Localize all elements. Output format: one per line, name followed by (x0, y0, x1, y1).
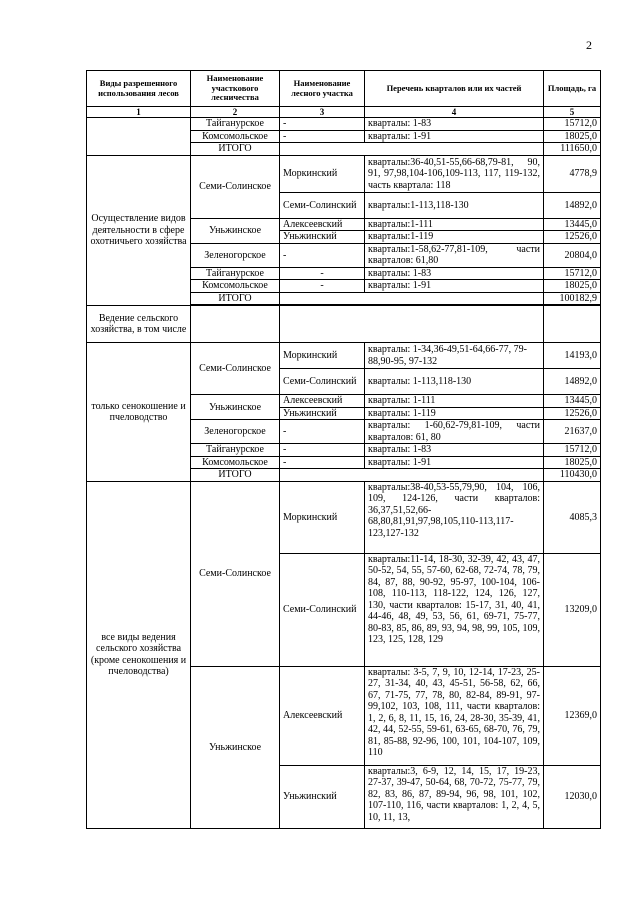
header-land-use-type: Виды разрешенного использования лесов (87, 71, 191, 107)
total-label: ИТОГО (191, 143, 280, 156)
table-row (87, 306, 601, 343)
area-cell: 13209,0 (544, 553, 601, 666)
area-cell: 14892,0 (544, 192, 601, 218)
table-header-row (87, 71, 601, 107)
quarters-cell: кварталы:36-40,51-55,66-68,79-81, 90, 91, 97,98,104-106,109-113, 117, 119-132, часть квартала: 118 (365, 155, 544, 192)
land-use-cell: Ведение сельского хозяйства, в том числе (87, 306, 191, 343)
total-area: 110430,0 (544, 469, 601, 482)
total-empty (280, 143, 544, 156)
area-cell: 20804,0 (544, 243, 601, 267)
plot-cell: Моркинский (280, 481, 365, 553)
quarters-cell: кварталы: 3-5, 7, 9, 10, 12-14, 17-23, 25-27, 31-34, 40, 43, 45-51, 56-58, 62, 66, 67, 71-75, 77, 78, 80, 82-84, 89-91, 97-99,102, 103, 108, 111, части кварталов: 1, 2, 6, 8, 11, 15, 16, 24, 28-30, 35-39, 41, 42, 44, 52-55, 59-61, 63-65, 68-70, 76, 79, 81, 85-88, 92-96, 100, 101, 104-107, 109, 110 (365, 666, 544, 765)
area-cell (544, 306, 601, 343)
total-label: ИТОГО (191, 469, 280, 482)
quarters-cell: кварталы: 1-91 (365, 456, 544, 469)
area-cell: 15712,0 (544, 444, 601, 457)
quarters-cell: кварталы: 1-111 (365, 395, 544, 408)
plot-cell: - (280, 267, 365, 280)
column-numbers-row (87, 107, 601, 118)
table-row (87, 481, 601, 553)
area-cell: 13445,0 (544, 218, 601, 231)
quarters-cell: кварталы:38-40,53-55,79,90, 104, 106, 109, 124-126, части кварталов: 36,37,51,52,66-68,80,81,91,97,98,105,110-113,117-123,127-132 (365, 481, 544, 553)
quarters-cell: кварталы: 1-91 (365, 280, 544, 293)
plot-cell: - (280, 243, 365, 267)
land-use-cell: только сенокошение и пчеловодство (87, 343, 191, 482)
area-cell: 18025,0 (544, 456, 601, 469)
district-cell: Зеленогорское (191, 243, 280, 267)
district-cell: Семи-Солинское (191, 155, 280, 218)
plot-cell: - (280, 130, 365, 143)
quarters-cell: кварталы:1-113,118-130 (365, 192, 544, 218)
column-number: 4 (365, 107, 544, 118)
header-quarters-list: Перечень кварталов или их частей (365, 71, 544, 107)
plot-cell: Алексеевский (280, 395, 365, 408)
header-area: Площадь, га (544, 71, 601, 107)
column-number: 1 (87, 107, 191, 118)
table-row (87, 155, 601, 192)
total-empty (280, 469, 544, 482)
quarters-cell: кварталы: 1-34,36-49,51-64,66-77, 79-88,90-95, 97-132 (365, 343, 544, 369)
area-cell: 14892,0 (544, 369, 601, 395)
plot-cell: Уньжинский (280, 765, 365, 828)
plot-cell: Моркинский (280, 343, 365, 369)
quarters-cell: кварталы: 1-83 (365, 118, 544, 131)
area-cell: 4085,3 (544, 481, 601, 553)
header-district-forestry: Наименование участкового лесничества (191, 71, 280, 107)
quarters-cell: кварталы: 1-83 (365, 267, 544, 280)
quarters-cell: кварталы: 1-119 (365, 407, 544, 420)
district-cell: Тайганурское (191, 267, 280, 280)
area-cell: 15712,0 (544, 118, 601, 131)
district-cell: Тайганурское (191, 118, 280, 131)
district-cell: Уньжинское (191, 666, 280, 828)
land-use-cell: Осуществление видов деятельности в сфере охотничьего хозяйства (87, 155, 191, 306)
district-cell: Уньжинское (191, 218, 280, 243)
total-area: 111650,0 (544, 143, 601, 156)
quarters-cell: кварталы: 1-60,62-79,81-109, части кварталов: 61, 80 (365, 420, 544, 444)
district-cell: Семи-Солинское (191, 343, 280, 395)
column-number: 5 (544, 107, 601, 118)
area-cell: 15712,0 (544, 267, 601, 280)
plot-cell: Семи-Солинский (280, 553, 365, 666)
district-cell: Комсомольское (191, 456, 280, 469)
district-cell (191, 306, 280, 343)
district-cell: Комсомольское (191, 130, 280, 143)
district-cell: Уньжинское (191, 395, 280, 420)
land-use-cell: все виды ведения сельского хозяйства (кроме сенокошения и пчеловодства) (87, 481, 191, 828)
area-cell: 12030,0 (544, 765, 601, 828)
plot-cell: Алексеевский (280, 218, 365, 231)
column-number: 3 (280, 107, 365, 118)
plot-cell: Моркинский (280, 155, 365, 192)
total-label: ИТОГО (191, 292, 280, 305)
plot-cell: Уньжинский (280, 231, 365, 244)
total-area: 100182,9 (544, 292, 601, 305)
table-row (87, 343, 601, 369)
quarters-cell (280, 306, 544, 343)
area-cell: 14193,0 (544, 343, 601, 369)
quarters-cell: кварталы: 1-83 (365, 444, 544, 457)
plot-cell: - (280, 280, 365, 293)
table-row (87, 118, 601, 131)
header-forest-plot: Наименование лесного участка (280, 71, 365, 107)
area-cell: 12526,0 (544, 231, 601, 244)
plot-cell: Семи-Солинский (280, 192, 365, 218)
plot-cell: - (280, 444, 365, 457)
quarters-cell: кварталы:1-111 (365, 218, 544, 231)
plot-cell: - (280, 420, 365, 444)
district-cell: Семи-Солинское (191, 481, 280, 666)
area-cell: 18025,0 (544, 280, 601, 293)
land-use-table (86, 70, 601, 829)
quarters-cell: кварталы:3, 6-9, 12, 14, 15, 17, 19-23, 27-37, 39-47, 50-64, 68, 70-72, 75-77, 79, 82, 83, 86, 87, 89-94, 96, 98, 101, 102, 107-110, 116, части кварталов: 1, 2, 4, 5, 10, 11, 13, (365, 765, 544, 828)
plot-cell: - (280, 456, 365, 469)
plot-cell: Семи-Солинский (280, 369, 365, 395)
area-cell: 18025,0 (544, 130, 601, 143)
quarters-cell: кварталы:1-119 (365, 231, 544, 244)
plot-cell: - (280, 118, 365, 131)
district-cell: Зеленогорское (191, 420, 280, 444)
district-cell: Комсомольское (191, 280, 280, 293)
area-cell: 12369,0 (544, 666, 601, 765)
quarters-cell: кварталы: 1-113,118-130 (365, 369, 544, 395)
plot-cell: Алексеевский (280, 666, 365, 765)
plot-cell: Уньжинский (280, 407, 365, 420)
area-cell: 21637,0 (544, 420, 601, 444)
quarters-cell: кварталы: 1-91 (365, 130, 544, 143)
area-cell: 4778,9 (544, 155, 601, 192)
land-use-cell (87, 118, 191, 156)
total-empty (280, 292, 544, 305)
district-cell: Тайганурское (191, 444, 280, 457)
column-number: 2 (191, 107, 280, 118)
quarters-cell: кварталы:1-58,62-77,81-109, части кварталов: 61,80 (365, 243, 544, 267)
page-number: 2 (586, 38, 592, 52)
area-cell: 12526,0 (544, 407, 601, 420)
area-cell: 13445,0 (544, 395, 601, 408)
quarters-cell: кварталы:11-14, 18-30, 32-39, 42, 43, 47, 50-52, 54, 55, 57-60, 62-68, 72-74, 78, 79, 84, 87, 88, 90-92, 95-97, 100-104, 106-108, 110-113, 118-122, 124, 126, 127, 130, части кварталов: 15-17, 31, 40, 41, 44-46, 48, 49, 53, 56, 61, 69-71, 75-77, 80-83, 85, 86, 89, 93, 94, 98, 99, 105, 109, 123, 125, 128, 129 (365, 553, 544, 666)
